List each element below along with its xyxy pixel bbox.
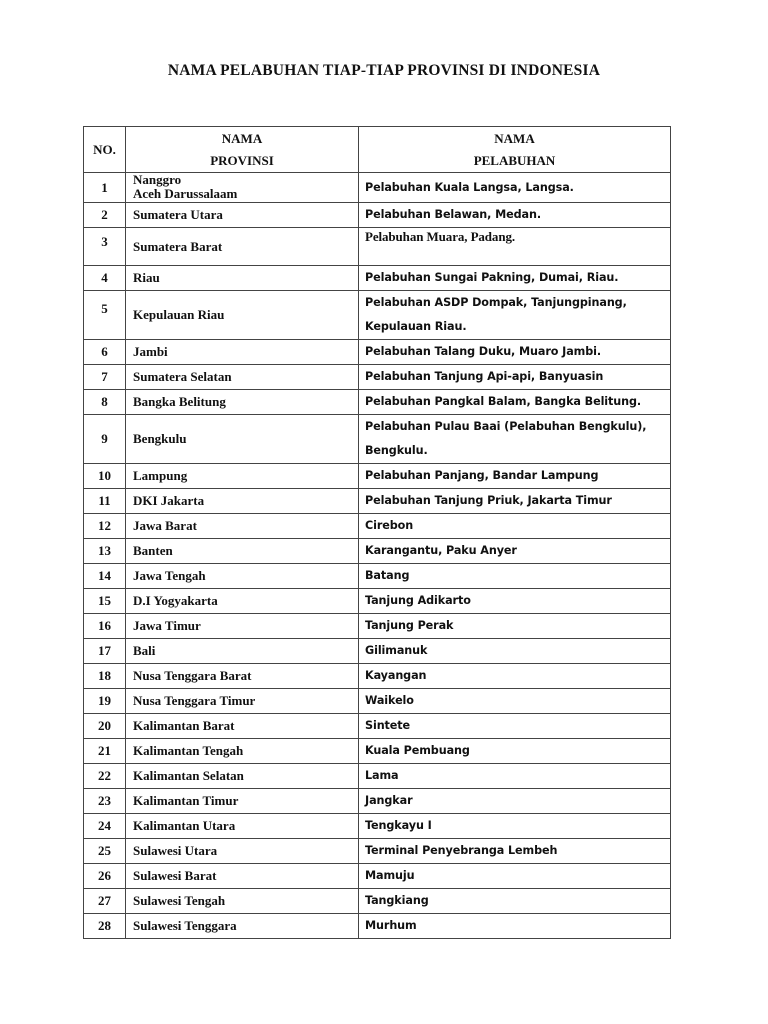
row-provinsi: Kalimantan Selatan bbox=[126, 764, 359, 789]
row-pelabuhan: Tangkiang bbox=[359, 889, 671, 914]
table-row bbox=[84, 291, 671, 340]
row-pelabuhan: Kuala Pembuang bbox=[359, 739, 671, 764]
row-no: 12 bbox=[84, 514, 126, 539]
row-provinsi: Sulawesi Tenggara bbox=[126, 914, 359, 939]
table-row bbox=[84, 864, 671, 889]
row-provinsi: Sumatera Utara bbox=[126, 203, 359, 228]
table-row bbox=[84, 664, 671, 689]
row-pelabuhan: Kayangan bbox=[359, 664, 671, 689]
row-provinsi: Sulawesi Barat bbox=[126, 864, 359, 889]
row-provinsi: Lampung bbox=[126, 464, 359, 489]
row-no: 22 bbox=[84, 764, 126, 789]
header-provinsi-line2: PROVINSI bbox=[210, 152, 274, 168]
row-provinsi: Kalimantan Utara bbox=[126, 814, 359, 839]
table-row bbox=[84, 714, 671, 739]
row-provinsi: Jambi bbox=[126, 340, 359, 365]
table-row bbox=[84, 539, 671, 564]
table-row bbox=[84, 589, 671, 614]
row-no: 14 bbox=[84, 564, 126, 589]
row-pelabuhan-line2: Bengkulu. bbox=[365, 444, 428, 457]
ports-table bbox=[83, 126, 671, 939]
row-provinsi: Kalimantan Barat bbox=[126, 714, 359, 739]
row-provinsi-line1: Nanggro bbox=[133, 172, 182, 187]
row-no: 23 bbox=[84, 789, 126, 814]
row-no: 26 bbox=[84, 864, 126, 889]
row-pelabuhan: Waikelo bbox=[359, 689, 671, 714]
row-pelabuhan-line2: Kepulauan Riau. bbox=[365, 320, 467, 333]
row-pelabuhan: Karangantu, Paku Anyer bbox=[359, 539, 671, 564]
row-pelabuhan: Pelabuhan Panjang, Bandar Lampung bbox=[359, 464, 671, 489]
header-no: NO. bbox=[84, 127, 126, 173]
row-pelabuhan: Pelabuhan Talang Duku, Muaro Jambi. bbox=[359, 340, 671, 365]
row-pelabuhan-line1: Pelabuhan ASDP Dompak, Tanjungpinang, bbox=[365, 296, 627, 309]
row-provinsi: Bengkulu bbox=[126, 415, 359, 464]
row-provinsi: DKI Jakarta bbox=[126, 489, 359, 514]
row-pelabuhan: Pelabuhan Pangkal Balam, Bangka Belitung. bbox=[359, 390, 671, 415]
row-provinsi: Bali bbox=[126, 639, 359, 664]
row-no: 21 bbox=[84, 739, 126, 764]
row-pelabuhan bbox=[359, 415, 671, 464]
row-provinsi: Nusa Tenggara Barat bbox=[126, 664, 359, 689]
row-no: 8 bbox=[84, 390, 126, 415]
row-pelabuhan: Gilimanuk bbox=[359, 639, 671, 664]
header-pelabuhan bbox=[359, 127, 671, 173]
table-row bbox=[84, 614, 671, 639]
row-pelabuhan: Terminal Penyebranga Lembeh bbox=[359, 839, 671, 864]
table-header-row bbox=[84, 127, 671, 173]
table-row bbox=[84, 739, 671, 764]
row-no: 4 bbox=[84, 266, 126, 291]
table-row bbox=[84, 789, 671, 814]
row-pelabuhan: Tengkayu I bbox=[359, 814, 671, 839]
row-provinsi: Riau bbox=[126, 266, 359, 291]
row-pelabuhan: Murhum bbox=[359, 914, 671, 939]
table-row bbox=[84, 203, 671, 228]
table-row bbox=[84, 489, 671, 514]
document-title: NAMA PELABUHAN TIAP-TIAP PROVINSI DI INDONESIA bbox=[167, 62, 601, 79]
row-provinsi: Kepulauan Riau bbox=[126, 291, 359, 340]
row-provinsi: Sumatera Selatan bbox=[126, 365, 359, 390]
row-no: 13 bbox=[84, 539, 126, 564]
row-provinsi: Sulawesi Utara bbox=[126, 839, 359, 864]
row-pelabuhan: Tanjung Perak bbox=[359, 614, 671, 639]
table-row bbox=[84, 764, 671, 789]
table-row bbox=[84, 464, 671, 489]
row-no: 19 bbox=[84, 689, 126, 714]
row-pelabuhan: Pelabuhan Sungai Pakning, Dumai, Riau. bbox=[359, 266, 671, 291]
row-no: 17 bbox=[84, 639, 126, 664]
row-pelabuhan: Tanjung Adikarto bbox=[359, 589, 671, 614]
row-pelabuhan: Jangkar bbox=[359, 789, 671, 814]
row-no: 24 bbox=[84, 814, 126, 839]
row-no: 16 bbox=[84, 614, 126, 639]
row-no: 7 bbox=[84, 365, 126, 390]
table-row bbox=[84, 514, 671, 539]
header-pelabuhan-line1: NAMA bbox=[494, 130, 535, 146]
row-provinsi: Sumatera Barat bbox=[126, 228, 359, 266]
row-provinsi: Banten bbox=[126, 539, 359, 564]
row-pelabuhan: Pelabuhan Belawan, Medan. bbox=[359, 203, 671, 228]
row-provinsi: Jawa Timur bbox=[126, 614, 359, 639]
row-pelabuhan: Pelabuhan Tanjung Priuk, Jakarta Timur bbox=[359, 489, 671, 514]
table-row bbox=[84, 415, 671, 464]
table-row bbox=[84, 839, 671, 864]
row-no: 18 bbox=[84, 664, 126, 689]
row-pelabuhan bbox=[359, 291, 671, 340]
row-no: 9 bbox=[84, 415, 126, 464]
row-no: 20 bbox=[84, 714, 126, 739]
table-row bbox=[84, 889, 671, 914]
row-pelabuhan-line1: Pelabuhan Pulau Baai (Pelabuhan Bengkulu), bbox=[365, 420, 647, 433]
table-row bbox=[84, 365, 671, 390]
row-pelabuhan: Pelabuhan Muara, Padang. bbox=[359, 228, 671, 266]
row-provinsi-line2: Aceh Darussalaam bbox=[133, 186, 238, 201]
table-row bbox=[84, 173, 671, 203]
row-provinsi: Bangka Belitung bbox=[126, 390, 359, 415]
row-pelabuhan: Cirebon bbox=[359, 514, 671, 539]
row-provinsi: Kalimantan Timur bbox=[126, 789, 359, 814]
table-row bbox=[84, 340, 671, 365]
row-no: 28 bbox=[84, 914, 126, 939]
table-row bbox=[84, 639, 671, 664]
row-provinsi bbox=[126, 173, 359, 203]
row-no: 25 bbox=[84, 839, 126, 864]
row-no: 10 bbox=[84, 464, 126, 489]
row-no: 5 bbox=[84, 291, 126, 340]
table-row bbox=[84, 228, 671, 266]
table-row bbox=[84, 266, 671, 291]
row-no: 1 bbox=[84, 173, 126, 203]
row-provinsi: Kalimantan Tengah bbox=[126, 739, 359, 764]
row-no: 3 bbox=[84, 228, 126, 266]
header-provinsi-line1: NAMA bbox=[221, 130, 263, 146]
row-pelabuhan: Lama bbox=[359, 764, 671, 789]
row-pelabuhan: Mamuju bbox=[359, 864, 671, 889]
row-provinsi: Jawa Tengah bbox=[126, 564, 359, 589]
row-no: 2 bbox=[84, 203, 126, 228]
row-no: 27 bbox=[84, 889, 126, 914]
table-row bbox=[84, 914, 671, 939]
row-pelabuhan: Sintete bbox=[359, 714, 671, 739]
table-row bbox=[84, 689, 671, 714]
table-row bbox=[84, 564, 671, 589]
row-provinsi: Jawa Barat bbox=[126, 514, 359, 539]
row-provinsi: Nusa Tenggara Timur bbox=[126, 689, 359, 714]
row-no: 11 bbox=[84, 489, 126, 514]
row-provinsi: Sulawesi Tengah bbox=[126, 889, 359, 914]
row-pelabuhan: Batang bbox=[359, 564, 671, 589]
header-pelabuhan-line2: PELABUHAN bbox=[473, 152, 556, 168]
row-no: 15 bbox=[84, 589, 126, 614]
row-provinsi: D.I Yogyakarta bbox=[126, 589, 359, 614]
table-row bbox=[84, 814, 671, 839]
row-pelabuhan: Pelabuhan Kuala Langsa, Langsa. bbox=[359, 173, 671, 203]
table-row bbox=[84, 390, 671, 415]
header-provinsi bbox=[126, 127, 359, 173]
row-no: 6 bbox=[84, 340, 126, 365]
row-pelabuhan: Pelabuhan Tanjung Api-api, Banyuasin bbox=[359, 365, 671, 390]
